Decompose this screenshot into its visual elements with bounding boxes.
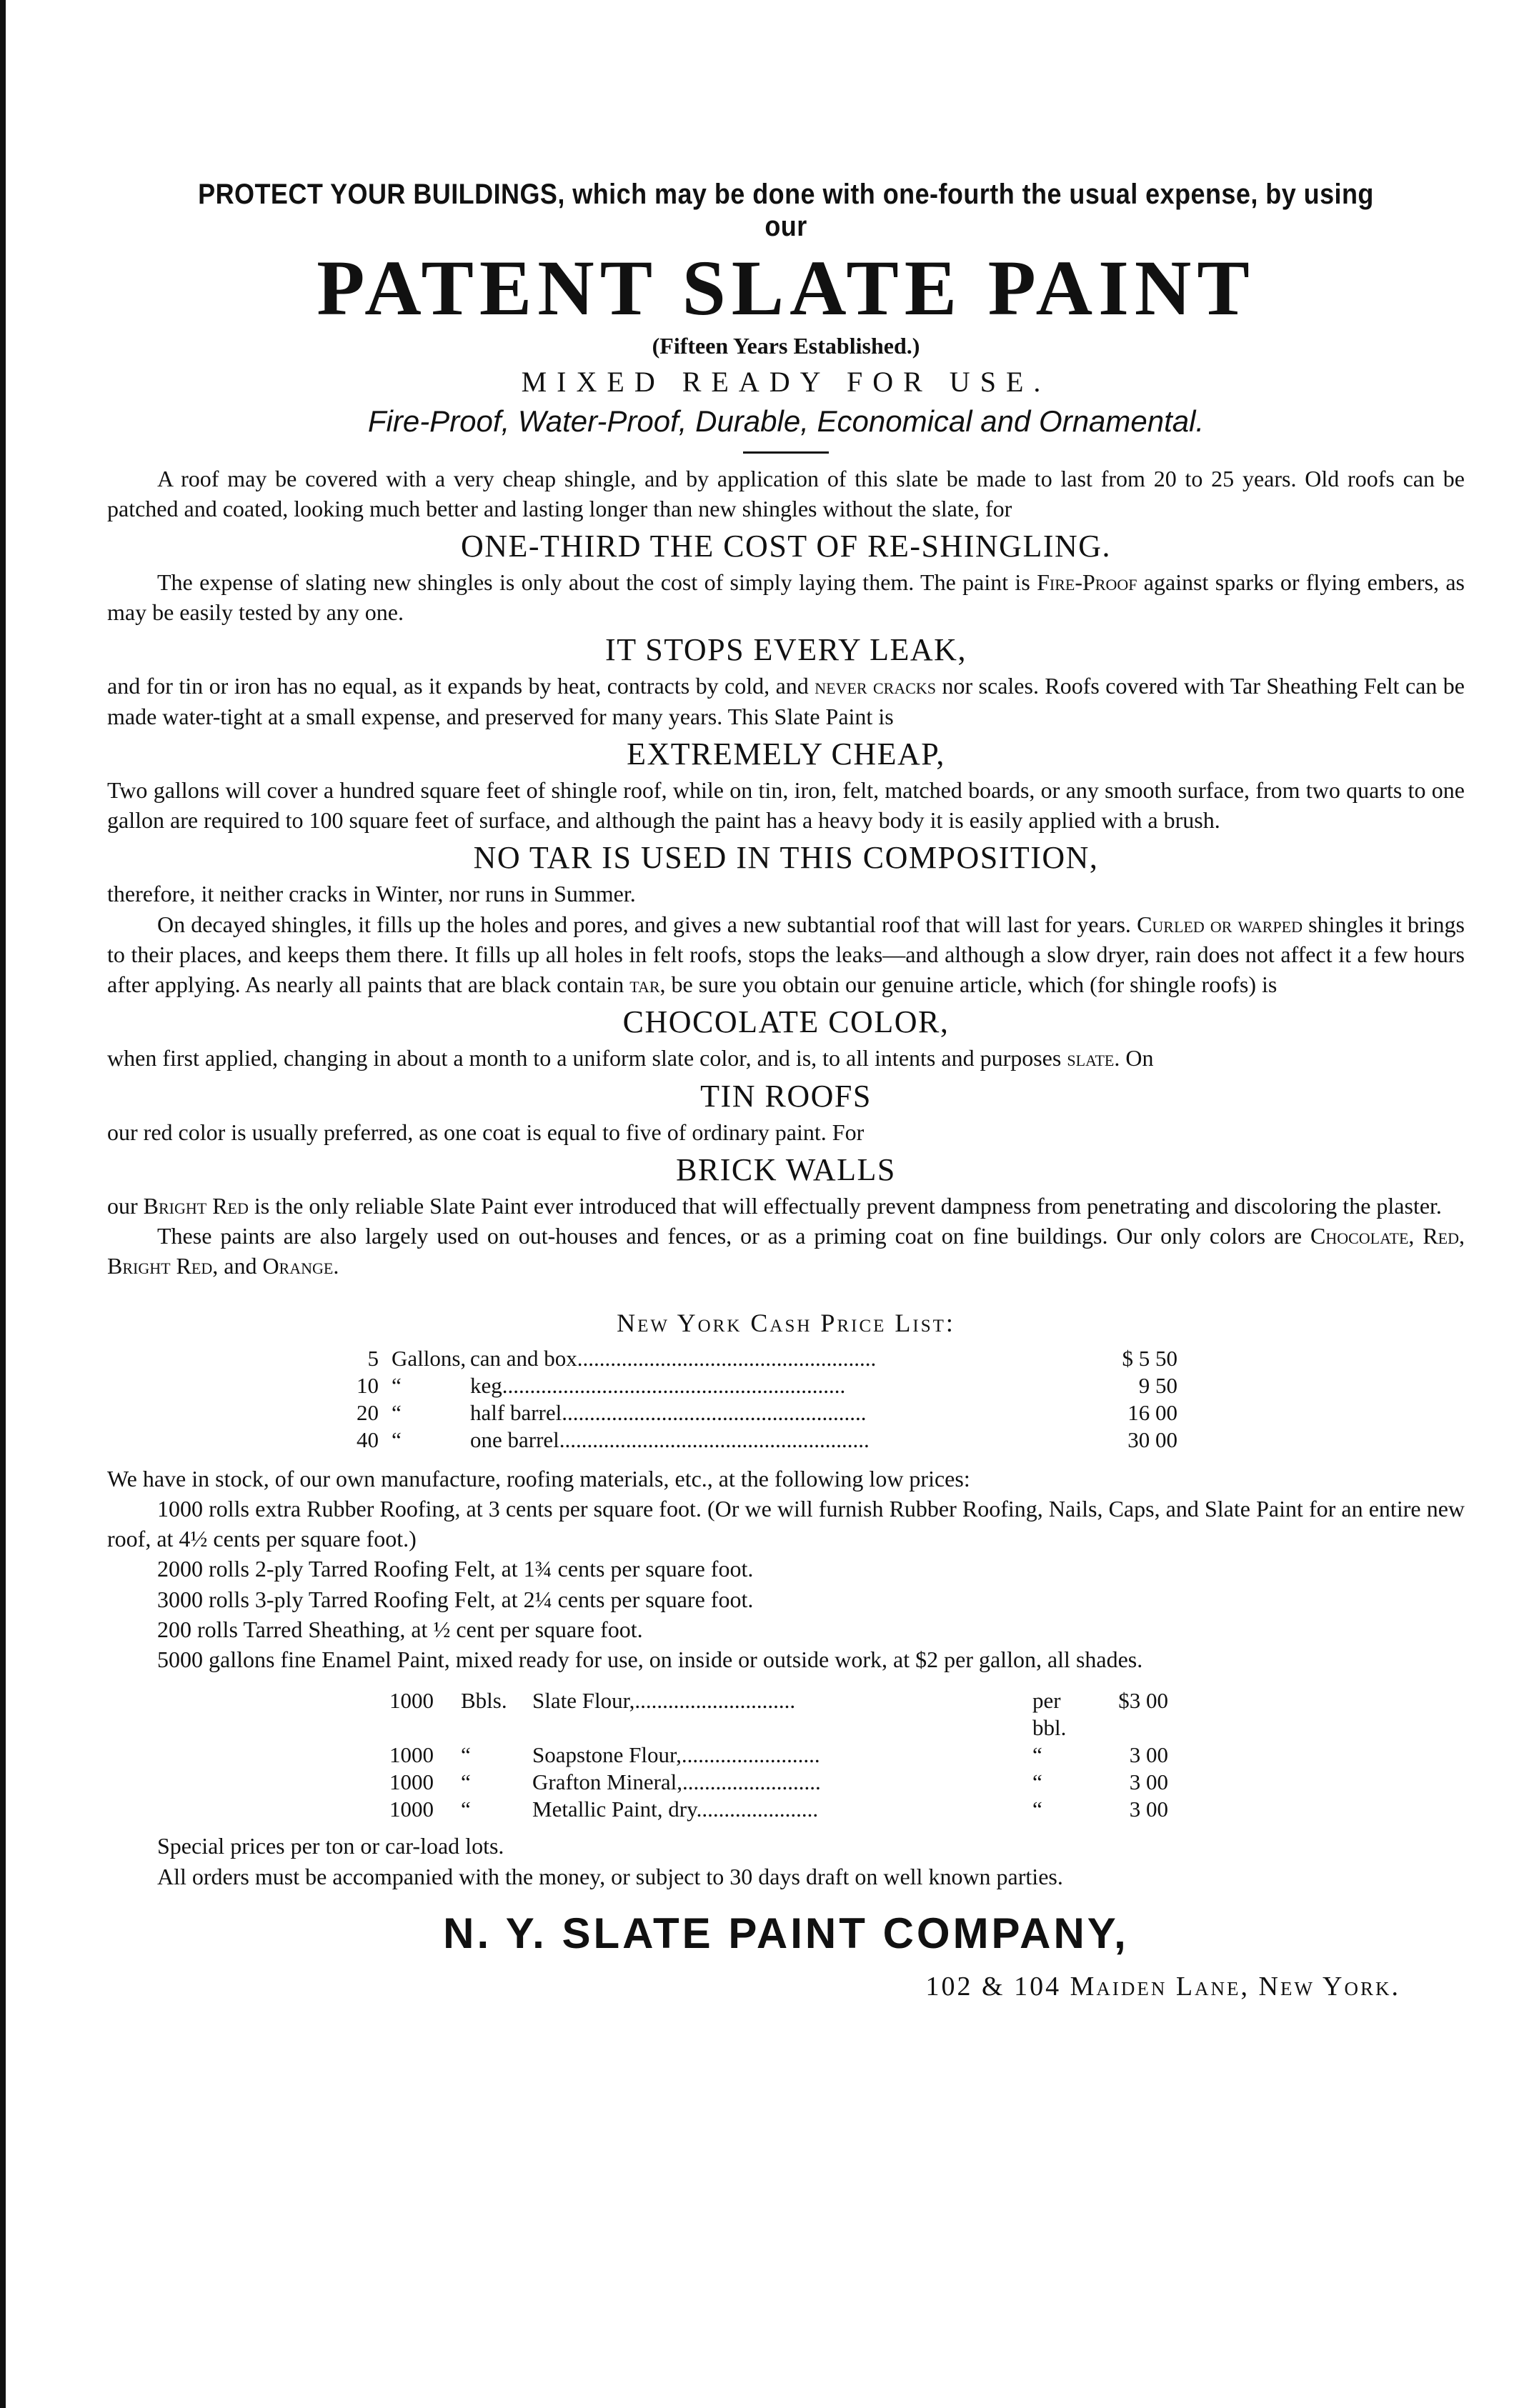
price-row: 20 “ half barrel....................................................... 16 00 — [357, 1400, 1177, 1426]
stock-item: 1000 rolls extra Rubber Roofing, at 3 cents per square foot. (Or we will furnish Rubber Roofing, Nails, Caps, and Slate Paint for an entire new roof, at 4½ cents per square foot.) — [107, 1495, 1465, 1552]
stock-item: 5000 gallons fine Enamel Paint, mixed ready for use, on inside or outside work, at $2 per gallon, all shades. — [157, 1647, 1143, 1673]
product-title: PATENT SLATE PAINT — [317, 244, 1255, 331]
paragraph-5: therefore, it neither cracks in Winter, nor runs in Summer. — [107, 881, 636, 907]
subheading-leak: IT STOPS EVERY LEAK, — [605, 632, 967, 668]
company-name: N. Y. SLATE PAINT COMPANY, — [443, 1909, 1129, 1957]
price-list-heading: New York Cash Price List: — [617, 1309, 955, 1338]
divider-rule — [743, 451, 829, 454]
price-list — [314, 1345, 1465, 1453]
subheading-cheap: EXTREMELY CHEAP, — [627, 736, 945, 771]
paragraph-7: when first applied, changing in about a month to a uniform slate color, and is, to all intents and purposes slate. On — [107, 1045, 1154, 1071]
paragraph-2: The expense of slating new shingles is only about the cost of simply laying them. The paint is Fire-Proof against sparks or flying embers, as may be easily tested by any one. — [107, 569, 1465, 626]
subheading-cost: ONE-THIRD THE COST OF RE-SHINGLING. — [460, 528, 1112, 564]
subheading-no-tar: NO TAR IS USED IN THIS COMPOSITION, — [473, 840, 1099, 876]
tagline: Fire-Proof, Water-Proof, Durable, Economical and Ornamental. — [367, 404, 1205, 438]
price-row: 5 Gallons, can and box...................................................... $ 5 50 — [367, 1346, 1177, 1372]
stock-intro: We have in stock, of our own manufacture, roofing materials, etc., at the following low prices: — [107, 1465, 970, 1492]
paragraph-4: Two gallons will cover a hundred square feet of shingle roof, while on tin, iron, felt, matched boards, or any smooth surface, from two quarts to one gallon are required to 100 square feet of surface, and although the paint has a heavy body it is easily applied with a brush. — [107, 776, 1465, 834]
established-note: (Fifteen Years Established.) — [652, 332, 920, 359]
stock-item: 200 rolls Tarred Sheathing, at ½ cent per square foot. — [157, 1616, 643, 1642]
paragraph-10: These paints are also largely used on out-houses and fences, or as a priming coat on fine buildings. Our only colors are Chocolate, Red, Bright Red, and Orange. — [107, 1223, 1465, 1279]
price-row: 10 “ keg.............................................................. 9 50 — [357, 1373, 1177, 1399]
price-row: 40 “ one barrel........................................................ 30 00 — [357, 1427, 1177, 1452]
page-edge-border — [0, 0, 6, 2408]
bulk-row: 1000 “ Metallic Paint, dry...................... “ 3 00 — [389, 1796, 1168, 1822]
paragraph-9: our Bright Red is the only reliable Slate Paint ever introduced that will effectually prevent dampness from penetrating and discoloring the plaster. — [107, 1192, 1442, 1219]
orders-note: All orders must be accompanied with the money, or subject to 30 days draft on well known parties. — [157, 1863, 1063, 1889]
paragraph-1: A roof may be covered with a very cheap shingle, and by application of this slate be made to last from 20 to 25 years. Old roofs can be patched and coated, looking much better and lasting longer than new shingles without the slate, for — [107, 465, 1465, 521]
subheading-tin-roofs: TIN ROOFS — [700, 1078, 872, 1114]
paragraph-6: On decayed shingles, it fills up the holes and pores, and gives a new subtantial roof that will last for years. Curled or warped shingles it brings to their places, and keeps them there. It fills up all holes in felt roofs, stops the leaks—and although a slow dryer, rain does not affect it a few hours after applying. As nearly all paints that are black contain tar, be sure you obtain our genuine article, which (for shingle roofs) is — [107, 911, 1465, 998]
bulk-price-list — [389, 1687, 1465, 1822]
bulk-row: 1000 Bbls. Slate Flour,............................. per bbl. $3 00 — [389, 1688, 1168, 1741]
stock-item: 2000 rolls 2-ply Tarred Roofing Felt, at 1¾ cents per square foot. — [157, 1556, 754, 1582]
bulk-row: 1000 “ Soapstone Flour,......................... “ 3 00 — [389, 1742, 1168, 1767]
mixed-ready-line: MIXED READY FOR USE. — [521, 365, 1051, 398]
paragraph-3: and for tin or iron has no equal, as it expands by heat, contracts by cold, and never cracks nor scales. Roofs covered with Tar Sheathing Felt can be made water-tight at a small expense, and preserved for many years. This Slate Paint is — [107, 673, 1465, 729]
advertisement — [107, 179, 1465, 2002]
subheading-brick-walls: BRICK WALLS — [676, 1151, 896, 1187]
company-address: 102 & 104 Maiden Lane, New York. — [925, 1971, 1400, 2002]
subheading-chocolate: CHOCOLATE COLOR, — [622, 1004, 950, 1040]
paragraph-8: our red color is usually preferred, as one coat is equal to five of ordinary paint. For — [107, 1119, 865, 1145]
special-prices-note: Special prices per ton or car-load lots. — [157, 1833, 504, 1859]
stock-item: 3000 rolls 3-ply Tarred Roofing Felt, at 2¼ cents per square foot. — [157, 1586, 754, 1612]
headline: PROTECT YOUR BUILDINGS, which may be done with one-fourth the usual expense, by using our — [198, 179, 1374, 242]
bulk-row: 1000 “ Grafton Mineral,......................... “ 3 00 — [389, 1769, 1168, 1794]
